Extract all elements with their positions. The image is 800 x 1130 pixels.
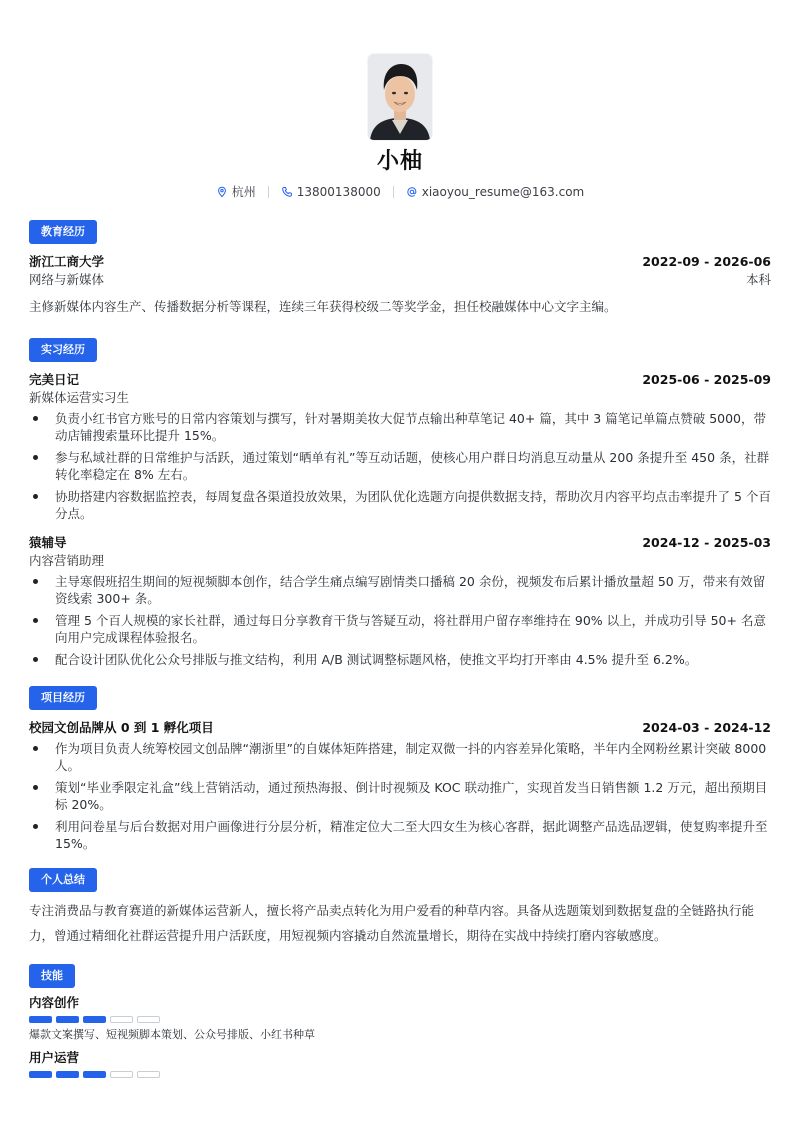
internship-entry [29,371,771,522]
skill-level-empty [137,1016,160,1023]
bullet-item: 策划“毕业季限定礼盒”线上营销活动，通过预热海报、倒计时视频及 KOC 联动推广，实现首发当日销售额 1.2 万元，超出预期目标 20%。 [29,779,771,813]
internship-role-row [29,389,771,407]
project-section [29,686,771,852]
bullet-item: 协助搭建内容数据监控表，每周复盘各渠道投放效果，为团队优化选题方向提供数据支持，帮助次月内容平均点击率提升了 5 个百分点。 [29,488,771,522]
section-title-summary: 个人总结 [29,868,97,892]
location-text: 杭州 [231,185,256,199]
education-dates: 2022-09 - 2026-06 [642,254,771,269]
bullet-item: 参与私域社群的日常维护与活跃，通过策划“晒单有礼”等互动话题，使核心用户群日均消息互动量从 200 条提升至 450 条，社群转化率稳定在 8% 左右。 [29,449,771,483]
skill-level-filled [29,1016,52,1023]
section-title-internship: 实习经历 [29,338,97,362]
contact-divider [268,186,269,198]
contact-email [406,184,585,200]
project-entry-header [29,719,771,737]
section-title-education: 教育经历 [29,220,97,244]
bullet-item: 主导寒假班招生期间的短视频脚本创作，结合学生痛点编写剧情类口播稿 20 余份，视频发布后累计播放量超 50 万，带来有效留资线索 300+ 条。 [29,573,771,607]
bullet-item: 作为项目负责人统筹校园文创品牌“潮浙里”的自媒体矩阵搭建，制定双微一抖的内容差异化策略，半年内全网粉丝累计突破 8000 人。 [29,740,771,774]
summary-text: 专注消费品与教育赛道的新媒体运营新人，擅长将产品卖点转化为用户爱看的种草内容。具备从选题策划到数据复盘的全链路执行能力，曾通过精细化社群运营提升用户活跃度，用短视频内容撬动自然流量增长，期待在实战中持续打磨内容敏感度。 [29,903,755,943]
skills-section [29,964,771,1078]
bullet-item: 负责小红书官方账号的日常内容策划与撰写，针对暑期美妆大促节点输出种草笔记 40+ 篇，其中 3 篇笔记单篇点赞破 5000，带动店铺搜索量环比提升 15%。 [29,410,771,444]
contact-phone [281,184,381,200]
skill-level-bar [29,1016,771,1023]
education-description: 主修新媒体内容生产、传播数据分析等课程，连续三年获得校级二等奖学金，担任校融媒体中心文字主编。 [29,299,617,314]
skill-level-empty [137,1071,160,1078]
phone-icon [281,186,293,198]
bullet-item: 管理 5 个百人规模的家长社群，通过每日分享教育干货与答疑互动，将社群用户留存率维持在 90% 以上，并成功引导 50+ 名意向用户完成课程体验报名。 [29,612,771,646]
phone-text: 13800138000 [296,185,381,199]
section-title-skills: 技能 [29,964,75,988]
internship-entry-header [29,534,771,552]
degree: 本科 [745,272,771,287]
section-title-project: 项目经历 [29,686,97,710]
contact-location [216,184,256,200]
internship-entry [29,534,771,668]
internship-bullets [29,410,771,522]
bullet-item: 配合设计团队优化公众号排版与推文结构，利用 A/B 测试调整标题风格，使推文平均打开率由 4.5% 提升至 6.2%。 [29,651,771,668]
internship-section [29,338,771,668]
job-role: 内容营销助理 [29,553,105,568]
resume-header [29,0,771,200]
skill-level-bar [29,1071,771,1078]
candidate-name: 小柚 [376,149,423,174]
internship-dates: 2024-12 - 2025-03 [642,535,771,550]
summary-section [29,868,771,948]
skill-level-filled [56,1016,79,1023]
skill-item [29,1049,771,1078]
internship-role-row [29,552,771,570]
bullet-item: 利用问卷星与后台数据对用户画像进行分层分析，精准定位大二至大四女生为核心客群，据此调整产品选品逻辑，使复购率提升至 15%。 [29,818,771,852]
school-name: 浙江工商大学 [29,254,105,269]
skill-level-empty [110,1016,133,1023]
avatar-portrait-image [368,54,432,140]
project-name: 校园文创品牌从 0 到 1 孵化项目 [29,720,214,735]
contact-info [216,184,585,200]
internship-dates: 2025-06 - 2025-09 [642,372,771,387]
education-entry-sub [29,271,771,289]
at-sign-icon [406,186,418,198]
project-bullets [29,740,771,852]
skill-level-filled [29,1071,52,1078]
skill-level-filled [56,1071,79,1078]
avatar [368,54,432,140]
company-name: 完美日记 [29,372,80,387]
map-pin-icon [216,186,228,198]
skill-level-filled [83,1016,106,1023]
contact-divider [393,186,394,198]
skill-item [29,994,771,1043]
internship-bullets [29,573,771,668]
company-name: 猿辅导 [29,535,67,550]
internship-entry-header [29,371,771,389]
skill-name: 用户运营 [29,1050,80,1065]
skill-description: 爆款文案撰写、短视频脚本策划、公众号排版、小红书种草 [29,1028,315,1041]
skill-name: 内容创作 [29,995,80,1010]
email-text: xiaoyou_resume@163.com [421,185,585,199]
skill-level-filled [83,1071,106,1078]
major: 网络与新媒体 [29,272,105,287]
project-dates: 2024-03 - 2024-12 [642,720,771,735]
education-entry-header [29,253,771,271]
education-section [29,220,771,316]
skill-level-empty [110,1071,133,1078]
job-role: 新媒体运营实习生 [29,390,130,405]
